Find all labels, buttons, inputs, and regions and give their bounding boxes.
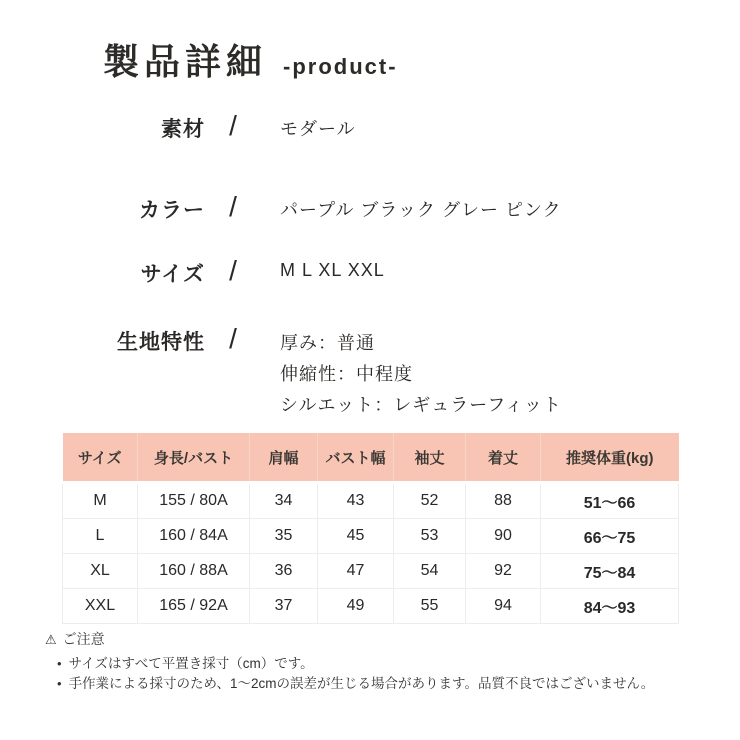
spec-value-size: M L XL XXL: [280, 260, 385, 280]
page-title-main: 製品詳細: [103, 41, 268, 82]
col-header-sleeve: 袖丈: [394, 433, 466, 483]
spec-value-material: モダール: [280, 119, 356, 139]
cell: 94: [466, 589, 541, 624]
table-row-m: [63, 483, 679, 519]
spec-label-color: カラー: [139, 199, 205, 222]
page-title: [103, 34, 398, 85]
cell: 160 / 88A: [138, 554, 250, 589]
spec-label-size: サイズ: [140, 263, 205, 286]
col-header-shoulder: 肩幅: [250, 433, 318, 483]
bullet-icon: •: [57, 656, 62, 671]
separator-slash: /: [229, 323, 237, 354]
cell: 36: [250, 554, 318, 589]
note-text-2: 手作業による採寸のため、1〜2cmの誤差が生じる場合があります。品質不良ではございません。: [68, 676, 655, 691]
note-text-1: サイズはすべて平置き採寸（cm）です。: [68, 656, 314, 671]
table-row-xxl: [63, 589, 679, 624]
cell: L: [63, 519, 138, 554]
cell: 92: [466, 554, 541, 589]
cell-weight: 84〜93: [541, 589, 679, 624]
cell-weight: 75〜84: [541, 554, 679, 589]
cell: 34: [250, 483, 318, 519]
cell: 47: [318, 554, 394, 589]
separator-slash: /: [229, 191, 237, 222]
separator-slash: /: [229, 110, 237, 141]
size-table: [62, 433, 678, 624]
notes-section: [45, 629, 717, 694]
cell: XXL: [63, 589, 138, 624]
cell: 54: [394, 554, 466, 589]
spec-label-fabric: 生地特性: [117, 331, 205, 354]
cell-weight: 51〜66: [541, 483, 679, 519]
note-item-2: [45, 674, 717, 694]
size-table-header-row: [63, 433, 679, 483]
table-row-xl: [63, 554, 679, 589]
cell: 90: [466, 519, 541, 554]
col-header-weight: 推奨体重(kg): [541, 433, 679, 483]
fabric-stretch: 伸縮性：中程度: [280, 364, 413, 384]
separator-slash: /: [229, 255, 237, 286]
spec-row-fabric: [60, 323, 562, 421]
warning-icon: ⚠: [45, 631, 57, 647]
cell: 165 / 92A: [138, 589, 250, 624]
note-item-1: [45, 654, 717, 674]
cell: 37: [250, 589, 318, 624]
cell: 43: [318, 483, 394, 519]
spec-label-material: 素材: [161, 118, 205, 141]
spec-row-color: [60, 191, 562, 224]
cell: XL: [63, 554, 138, 589]
fabric-silhouette: シルエット：レギュラーフィット: [280, 395, 562, 415]
col-header-length: 着丈: [466, 433, 541, 483]
cell: 88: [466, 483, 541, 519]
cell: 49: [318, 589, 394, 624]
bullet-icon: •: [57, 676, 62, 691]
col-header-size: サイズ: [63, 433, 138, 483]
cell: 160 / 84A: [138, 519, 250, 554]
table-row-l: [63, 519, 679, 554]
spec-value-color: パープル ブラック グレー ピンク: [280, 200, 562, 220]
cell-weight: 66〜75: [541, 519, 679, 554]
col-header-height-bust: 身長/バスト: [138, 433, 250, 483]
page-title-sub: -product-: [283, 54, 398, 79]
fabric-thickness: 厚み：普通: [280, 333, 375, 353]
spec-row-material: [60, 110, 356, 143]
cell: 53: [394, 519, 466, 554]
cell: 45: [318, 519, 394, 554]
cell: M: [63, 483, 138, 519]
notes-heading: [45, 629, 717, 649]
notes-title: ご注意: [62, 631, 105, 647]
spec-row-size: [60, 255, 385, 288]
col-header-bust-width: バスト幅: [318, 433, 394, 483]
cell: 155 / 80A: [138, 483, 250, 519]
cell: 52: [394, 483, 466, 519]
cell: 55: [394, 589, 466, 624]
spec-value-fabric: [280, 326, 562, 421]
cell: 35: [250, 519, 318, 554]
